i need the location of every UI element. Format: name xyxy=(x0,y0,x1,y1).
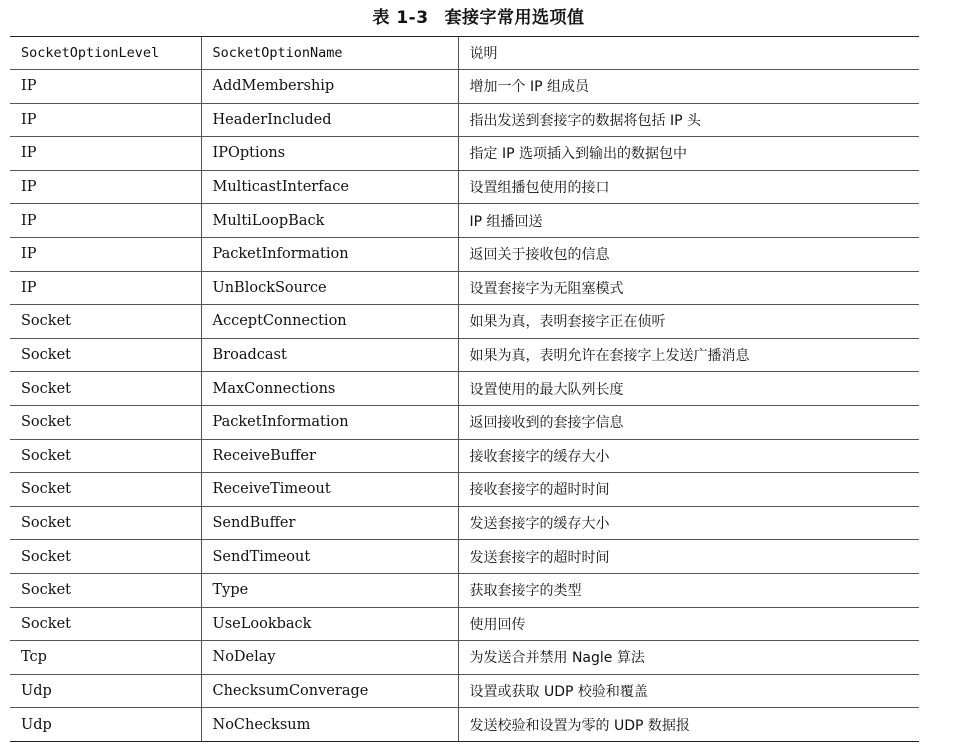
cell-description: 发送套接字的缓存大小 xyxy=(458,506,919,540)
cell-level: Udp xyxy=(10,708,201,742)
cell-name: ReceiveTimeout xyxy=(201,473,458,507)
cell-level: IP xyxy=(10,70,201,104)
cell-description: 获取套接字的类型 xyxy=(458,573,919,607)
cell-name: NoDelay xyxy=(201,641,458,675)
cell-description: 如果为真，表明套接字正在侦听 xyxy=(458,305,919,339)
table-row xyxy=(10,607,919,641)
cell-level: Tcp xyxy=(10,641,201,675)
table-body xyxy=(10,70,919,742)
cell-description: 返回关于接收包的信息 xyxy=(458,237,919,271)
cell-level: IP xyxy=(10,170,201,204)
table-row xyxy=(10,305,919,339)
cell-description: 指出发送到套接字的数据将包括 IP 头 xyxy=(458,103,919,137)
cell-level: Socket xyxy=(10,540,201,574)
table-row xyxy=(10,506,919,540)
cell-level: Socket xyxy=(10,506,201,540)
table-row xyxy=(10,405,919,439)
table-row xyxy=(10,271,919,305)
table-row xyxy=(10,674,919,708)
table-row xyxy=(10,708,919,742)
cell-level: IP xyxy=(10,237,201,271)
cell-description: 为发送合并禁用 Nagle 算法 xyxy=(458,641,919,675)
table-row xyxy=(10,540,919,574)
header-row xyxy=(10,37,919,70)
cell-level: Socket xyxy=(10,573,201,607)
cell-level: Socket xyxy=(10,473,201,507)
cell-description: 设置使用的最大队列长度 xyxy=(458,372,919,406)
table-row xyxy=(10,237,919,271)
cell-name: Type xyxy=(201,573,458,607)
cell-name: UseLookback xyxy=(201,607,458,641)
cell-name: SendBuffer xyxy=(201,506,458,540)
cell-level: Socket xyxy=(10,405,201,439)
cell-description: 如果为真，表明允许在套接字上发送广播消息 xyxy=(458,338,919,372)
cell-name: ChecksumConverage xyxy=(201,674,458,708)
cell-level: IP xyxy=(10,137,201,171)
header-socket-option-level: SocketOptionLevel xyxy=(10,37,201,70)
cell-level: Socket xyxy=(10,305,201,339)
cell-description: 设置套接字为无阻塞模式 xyxy=(458,271,919,305)
cell-name: AcceptConnection xyxy=(201,305,458,339)
header-socket-option-name: SocketOptionName xyxy=(201,37,458,70)
cell-level: IP xyxy=(10,103,201,137)
cell-level: Socket xyxy=(10,439,201,473)
table-row xyxy=(10,338,919,372)
cell-description: 接收套接字的超时时间 xyxy=(458,473,919,507)
cell-name: PacketInformation xyxy=(201,237,458,271)
cell-description: 使用回传 xyxy=(458,607,919,641)
table-number: 表 1-3 xyxy=(372,8,429,28)
table-title: 套接字常用选项值 xyxy=(444,8,585,28)
cell-name: PacketInformation xyxy=(201,405,458,439)
cell-level: Socket xyxy=(10,607,201,641)
cell-description: 设置或获取 UDP 校验和覆盖 xyxy=(458,674,919,708)
table-row xyxy=(10,573,919,607)
cell-description: 增加一个 IP 组成员 xyxy=(458,70,919,104)
cell-name: MultiLoopBack xyxy=(201,204,458,238)
cell-name: AddMembership xyxy=(201,70,458,104)
cell-level: Udp xyxy=(10,674,201,708)
socket-options-table xyxy=(10,36,919,742)
cell-name: MaxConnections xyxy=(201,372,458,406)
cell-description: 设置组播包使用的接口 xyxy=(458,170,919,204)
cell-name: ReceiveBuffer xyxy=(201,439,458,473)
table-row xyxy=(10,204,919,238)
table-row xyxy=(10,70,919,104)
cell-description: 返回接收到的套接字信息 xyxy=(458,405,919,439)
cell-description: 接收套接字的缓存大小 xyxy=(458,439,919,473)
cell-description: 发送套接字的超时时间 xyxy=(458,540,919,574)
cell-name: MulticastInterface xyxy=(201,170,458,204)
cell-level: Socket xyxy=(10,372,201,406)
cell-name: HeaderIncluded xyxy=(201,103,458,137)
cell-name: Broadcast xyxy=(201,338,458,372)
header-description: 说明 xyxy=(458,37,919,70)
cell-name: NoChecksum xyxy=(201,708,458,742)
table-row xyxy=(10,473,919,507)
table-row xyxy=(10,137,919,171)
table-caption xyxy=(0,6,957,30)
table-row xyxy=(10,439,919,473)
cell-level: Socket xyxy=(10,338,201,372)
table-row xyxy=(10,641,919,675)
cell-level: IP xyxy=(10,204,201,238)
cell-level: IP xyxy=(10,271,201,305)
cell-name: SendTimeout xyxy=(201,540,458,574)
cell-description: 指定 IP 选项插入到输出的数据包中 xyxy=(458,137,919,171)
cell-name: IPOptions xyxy=(201,137,458,171)
cell-name: UnBlockSource xyxy=(201,271,458,305)
cell-description: IP 组播回送 xyxy=(458,204,919,238)
cell-description: 发送校验和设置为零的 UDP 数据报 xyxy=(458,708,919,742)
table-row xyxy=(10,170,919,204)
table-row xyxy=(10,103,919,137)
table-row xyxy=(10,372,919,406)
